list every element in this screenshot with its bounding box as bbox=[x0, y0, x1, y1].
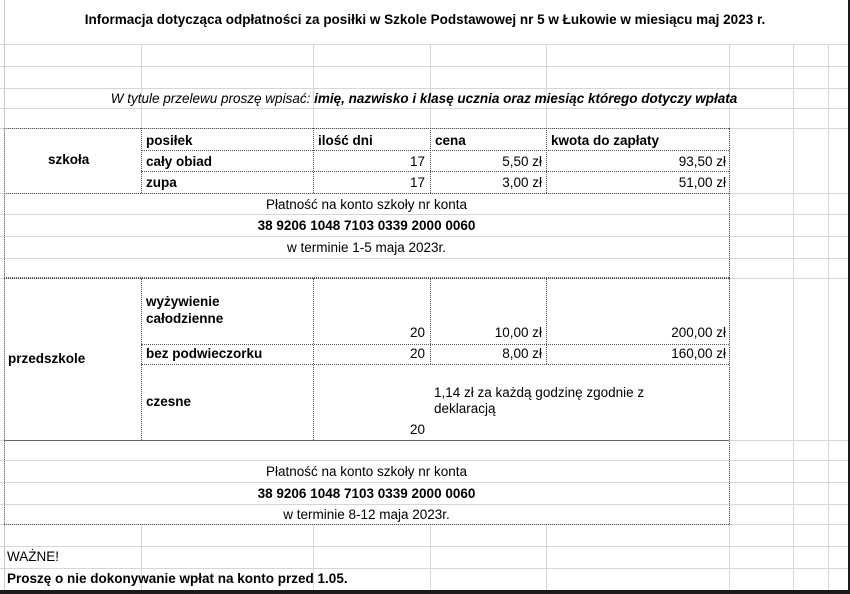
full-day-price: 10,00 zł bbox=[494, 325, 542, 340]
page-title: Informacja dotycząca odpłatności za posiłki w Szkole Podstawowej nr 5 w Łukowie w miesiącu maj 2023 r. bbox=[84, 12, 766, 27]
tuition-fee: czesne bbox=[146, 394, 192, 409]
preschool-payment-line: Płatność na konto szkoły nr konta bbox=[265, 464, 468, 479]
header-ilosc: ilość dni bbox=[318, 133, 373, 148]
school-payment-line: Płatność na konto szkoły nr konta bbox=[265, 197, 468, 212]
full-day-total: 200,00 zł bbox=[671, 325, 726, 340]
important-label: WAŻNE! bbox=[7, 549, 59, 564]
no-snack-price: 8,00 zł bbox=[502, 346, 542, 361]
tuition-note-line2: deklaracją bbox=[434, 401, 496, 416]
full-day-meal-line1: wyżywienie bbox=[146, 294, 220, 309]
school-row-total: 93,50 zł bbox=[678, 154, 726, 169]
header-posilek: posiłek bbox=[146, 133, 193, 148]
no-snack-total: 160,00 zł bbox=[671, 346, 726, 361]
school-payment-deadline: w terminie 1-5 maja 2023r. bbox=[286, 240, 447, 255]
school-label: szkoła bbox=[48, 152, 90, 167]
tuition-days: 20 bbox=[409, 422, 425, 437]
school-row-price: 5,50 zł bbox=[502, 154, 542, 169]
transfer-instruction bbox=[0, 91, 848, 107]
preschool-account-number: 38 9206 1048 7103 0339 2000 0060 bbox=[257, 486, 476, 501]
school-row-days: 17 bbox=[409, 175, 425, 190]
full-day-days: 20 bbox=[409, 325, 425, 340]
school-row-price: 3,00 zł bbox=[502, 175, 542, 190]
no-snack-days: 20 bbox=[409, 346, 425, 361]
instruction-emphasis: imię, nazwisko i klasę ucznia oraz miesiąc którego dotyczy wpłata bbox=[314, 91, 738, 106]
school-account-number: 38 9206 1048 7103 0339 2000 0060 bbox=[257, 218, 476, 233]
school-row-total: 51,00 zł bbox=[678, 175, 726, 190]
preschool-payment-deadline: w terminie 8-12 maja 2023r. bbox=[283, 507, 450, 522]
tuition-note-line1: 1,14 zł za każdą godzinę zgodnie z bbox=[434, 385, 645, 400]
full-day-meal-line2: całodzienne bbox=[146, 311, 224, 326]
no-snack-meal: bez podwieczorku bbox=[146, 346, 263, 361]
important-notice: Proszę o nie dokonywanie wpłat na konto przed 1.05. bbox=[7, 571, 348, 586]
header-cena: cena bbox=[435, 133, 466, 148]
instruction-prefix: W tytule przelewu proszę wpisać: bbox=[110, 91, 315, 106]
header-kwota: kwota do zapłaty bbox=[551, 133, 660, 148]
school-row-name: zupa bbox=[146, 175, 177, 190]
school-row-days: 17 bbox=[409, 154, 425, 169]
school-row-name: cały obiad bbox=[146, 154, 213, 169]
preschool-label: przedszkole bbox=[8, 351, 86, 366]
